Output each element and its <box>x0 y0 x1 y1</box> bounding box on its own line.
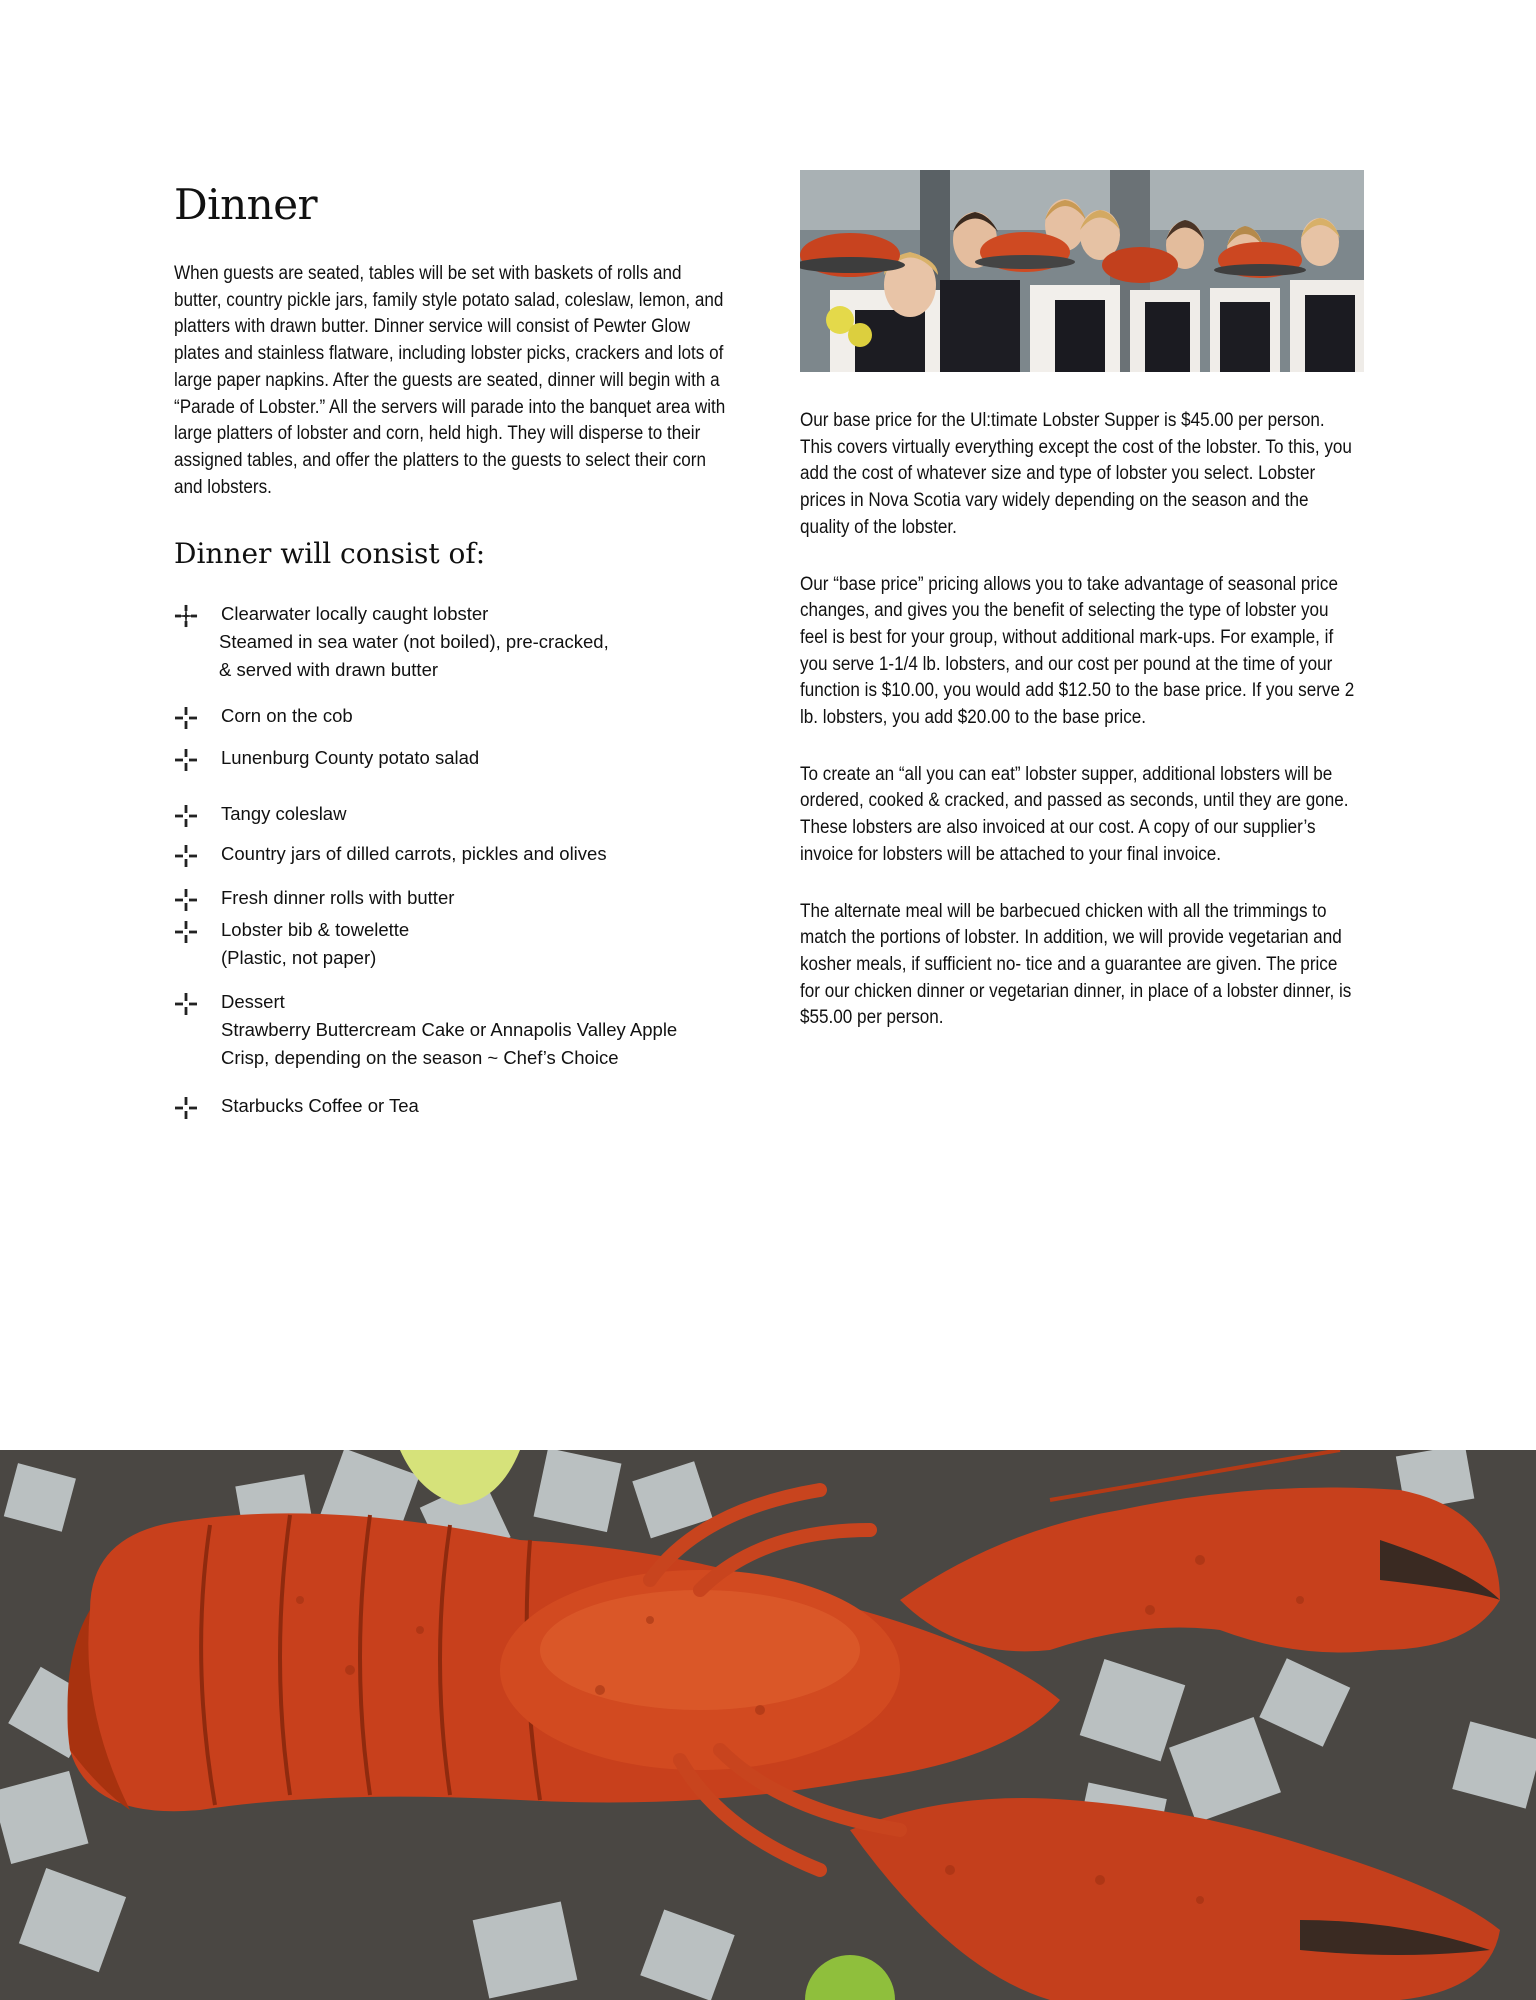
list-item <box>174 840 734 868</box>
pricing-paragraph: Our base price for the Ul:timate Lobster Supper is $45.00 per person. This covers virtually everything except the cost of the lobster. To this, you add the cost of whatever size and type of lobster you select. Lobster prices in Nova Scotia vary widely depending on the season and the quality of the lobster. <box>800 410 1352 538</box>
item-label: Starbucks Coffee or Tea <box>221 1095 419 1117</box>
intro-paragraph: When guests are seated, tables will be set with baskets of rolls and butter, country pickle jars, family style potato salad, coleslaw, lemon, and platters with drawn butter. Dinner service will consist of Pewter Glow plates and stainless flatware, including lobster picks, crackers and lots of large paper napkins. After the guests are seated, dinner will begin with a “Parade of Lobster.” All the servers will parade into the banquet area with large platters of lobster and corn, held high. They will disperse to their assigned tables, and offer the platters to the guests to select their corn and lobsters. <box>174 263 726 498</box>
item-label: Lobster bib & towelette <box>221 919 410 941</box>
item-label: Clearwater locally caught lobster <box>221 603 489 625</box>
item-detail: Strawberry Buttercream Cake or Annapolis Valley Apple <box>221 1019 678 1041</box>
list-item <box>174 800 734 828</box>
lobster-on-ice-photo <box>0 1450 1536 2000</box>
all-you-can-eat-paragraph: To create an “all you can eat” lobster supper, additional lobsters will be ordered, cooked & cracked, and passed as seconds, until they are gone. These lobsters are also invoiced at our cost. A copy of our supplier’s invoice for lobsters will be attached to your final invoice. <box>800 763 1349 865</box>
list-item <box>174 884 734 912</box>
item-detail: Steamed in sea water (not boiled), pre-cracked, <box>219 631 609 653</box>
item-label: Tangy coleslaw <box>221 803 347 825</box>
list-item <box>174 1092 734 1120</box>
four-point-star-icon <box>174 604 198 628</box>
item-label: Lunenburg County potato salad <box>221 747 480 769</box>
menu-list <box>174 600 734 1120</box>
item-detail: (Plastic, not paper) <box>221 947 377 969</box>
alternate-meal-paragraph: The alternate meal will be barbecued chicken with all the trimmings to match the portions of lobster. In addition, we will provide vegetarian and kosher meals, if sufficient no- tice and a guarantee are given. The price for our chicken dinner or vegetarian dinner, in place of a lobster dinner, is $55.00 per person. <box>800 900 1352 1029</box>
item-detail: & served with drawn butter <box>219 659 439 681</box>
four-point-star-icon <box>174 992 198 1016</box>
right-column <box>800 170 1364 1056</box>
list-item <box>174 702 734 730</box>
item-detail: Crisp, depending on the season ~ Chef’s Choice <box>221 1047 619 1069</box>
servers-parade-illustration <box>800 170 1364 372</box>
left-column <box>174 180 734 1120</box>
lobster-illustration <box>0 1450 1536 2000</box>
item-label: Corn on the cob <box>221 705 353 727</box>
list-item <box>174 600 734 684</box>
list-item <box>174 988 734 1072</box>
four-point-star-icon <box>174 888 198 912</box>
four-point-star-icon <box>174 706 198 730</box>
list-item <box>174 916 734 972</box>
page-title: Dinner <box>174 180 318 229</box>
four-point-star-icon <box>174 804 198 828</box>
servers-parade-photo <box>800 170 1364 372</box>
four-point-star-icon <box>174 748 198 772</box>
item-label: Country jars of dilled carrots, pickles and olives <box>221 843 607 865</box>
list-item <box>174 744 734 772</box>
item-label: Dessert <box>221 991 285 1013</box>
menu-heading: Dinner will consist of: <box>174 537 486 571</box>
item-label: Fresh dinner rolls with butter <box>221 887 455 909</box>
four-point-star-icon <box>174 1096 198 1120</box>
four-point-star-icon <box>174 844 198 868</box>
four-point-star-icon <box>174 920 198 944</box>
base-price-paragraph: Our “base price” pricing allows you to take advantage of seasonal price changes, and gives you the benefit of selecting the type of lobster you feel is best for your group, without additional mark-ups. For example, if you serve 1-1/4 lb. lobsters, and our cost per pound at the time of your function is $10.00, you would add $12.50 to the base price. If you serve 2 lb. lobsters, you add $20.00 to the base price. <box>800 573 1355 729</box>
